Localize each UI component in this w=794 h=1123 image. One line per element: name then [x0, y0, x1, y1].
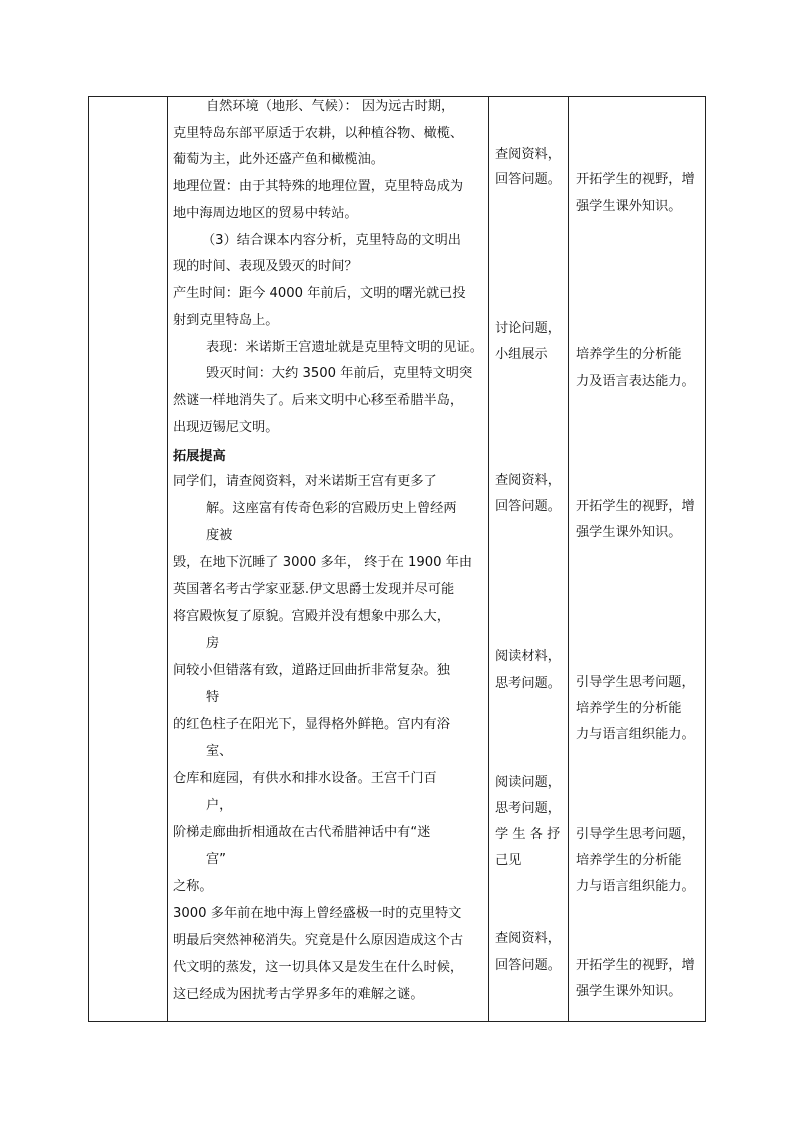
content-line: 然谜一样地消失了。后来文明中心移至希腊半岛，: [173, 393, 464, 408]
design-intent-line: 开拓学生的视野，增: [576, 499, 695, 514]
content-line: 解。这座富有传奇色彩的宫殿历史上曾经两: [206, 501, 457, 516]
student-activity-line: 回答问题。: [495, 499, 561, 514]
content-line: 间较小但错落有致，道路迂回曲折非常复杂。独: [173, 663, 450, 678]
content-line: 房: [206, 636, 220, 651]
student-activity-line: 查阅资料，: [495, 931, 561, 946]
student-activity-line: 小组展示: [495, 347, 548, 362]
content-line: 出现迈锡尼文明。: [173, 420, 279, 435]
design-intent-line: 强学生课外知识。: [576, 984, 682, 999]
student-activity-line: 讨论问题，: [495, 321, 561, 336]
content-line: 宫”: [206, 852, 227, 867]
content-line: 毁灭时间：大约 3500 年前后，克里特文明突: [206, 366, 473, 381]
content-line: 自然环境（地形、气候）： 因为远古时期，: [206, 99, 455, 114]
design-intent-line: 力与语言组织能力。: [576, 727, 695, 742]
content-line: 阶梯走廊曲折相通故在古代希腊神话中有“迷: [173, 825, 431, 840]
student-activity-line: 己见: [495, 853, 522, 868]
content-line: 特: [206, 690, 220, 705]
student-activity-line: 回答问题。: [495, 172, 561, 187]
design-intent-line: 力及语言表达能力。: [576, 374, 695, 389]
content-line: 这已经成为困扰考古学界多年的难解之谜。: [173, 987, 424, 1002]
content-line: 的红色柱子在阳光下，显得格外鲜艳。宫内有浴: [173, 717, 450, 732]
content-line: 现的时间、表现及毁灭的时间？: [173, 259, 358, 274]
content-line: 3000 多年前在地中海上曾经盛极一时的克里特文: [173, 906, 462, 921]
content-line: 之称。: [173, 879, 213, 894]
content-line: 同学们，请查阅资料，对米诺斯王宫有更多了: [173, 474, 437, 489]
student-activity-line: 阅读材料，: [495, 649, 561, 664]
content-line: 仓库和庭园，有供水和排水设备。王宫千门百: [173, 771, 437, 786]
content-line: 克里特岛东部平原适于农耕，以种植谷物、橄榄、: [173, 126, 464, 141]
content-line: 表现：米诺斯王宫遗址就是克里特文明的见证。: [206, 340, 483, 355]
content-line: 地理位置：由于其特殊的地理位置，克里特岛成为: [173, 179, 464, 194]
design-intent-line: 力与语言组织能力。: [576, 879, 695, 894]
content-line: 葡萄为主，此外还盛产鱼和橄榄油。: [173, 152, 384, 167]
design-intent-line: 强学生课外知识。: [576, 525, 682, 540]
content-line: （3）结合课本内容分析，克里特岛的文明出: [202, 233, 461, 248]
content-line: 室、: [206, 744, 233, 759]
student-activity-line: 学 生 各 抒: [495, 827, 561, 842]
content-line: 户，: [206, 798, 233, 813]
design-intent-line: 引导学生思考问题，: [576, 675, 695, 690]
design-intent-line: 培养学生的分析能: [576, 853, 682, 868]
student-activity-line: 查阅资料，: [495, 147, 561, 162]
student-activity-line: 思考问题。: [495, 676, 561, 691]
content-line: 明最后突然神秘消失。究竟是什么原因造成这个古: [173, 933, 464, 948]
design-intent-line: 培养学生的分析能: [576, 701, 682, 716]
section-heading: 拓展提高: [173, 449, 226, 464]
student-activity-line: 回答问题。: [495, 958, 561, 973]
student-activity-line: 查阅资料，: [495, 473, 561, 488]
column-divider: [488, 97, 489, 1021]
content-line: 英国著名考古学家亚瑟.伊文思爵士发现并尽可能: [173, 582, 455, 597]
column-divider: [568, 97, 569, 1021]
design-intent-line: 强学生课外知识。: [576, 199, 682, 214]
content-line: 度被: [206, 528, 233, 543]
lesson-plan-table: [88, 96, 706, 1022]
design-intent-line: 开拓学生的视野，增: [576, 172, 695, 187]
design-intent-line: 培养学生的分析能: [576, 347, 682, 362]
student-activity-line: 阅读问题，: [495, 775, 561, 790]
student-activity-line: 思考问题，: [495, 801, 561, 816]
design-intent-line: 引导学生思考问题，: [576, 827, 695, 842]
content-line: 毁，在地下沉睡了 3000 多年， 终于在 1900 年由: [173, 555, 473, 570]
content-line: 代文明的蒸发，这一切具体又是发生在什么时候，: [173, 960, 464, 975]
column-divider: [167, 97, 168, 1021]
content-line: 射到克里特岛上。: [173, 313, 279, 328]
content-line: 将宫殿恢复了原貌。宫殿并没有想象中那么大，: [173, 609, 450, 624]
content-line: 地中海周边地区的贸易中转站。: [173, 206, 358, 221]
design-intent-line: 开拓学生的视野，增: [576, 958, 695, 973]
content-line: 产生时间：距今 4000 年前后，文明的曙光就已投: [173, 286, 466, 301]
